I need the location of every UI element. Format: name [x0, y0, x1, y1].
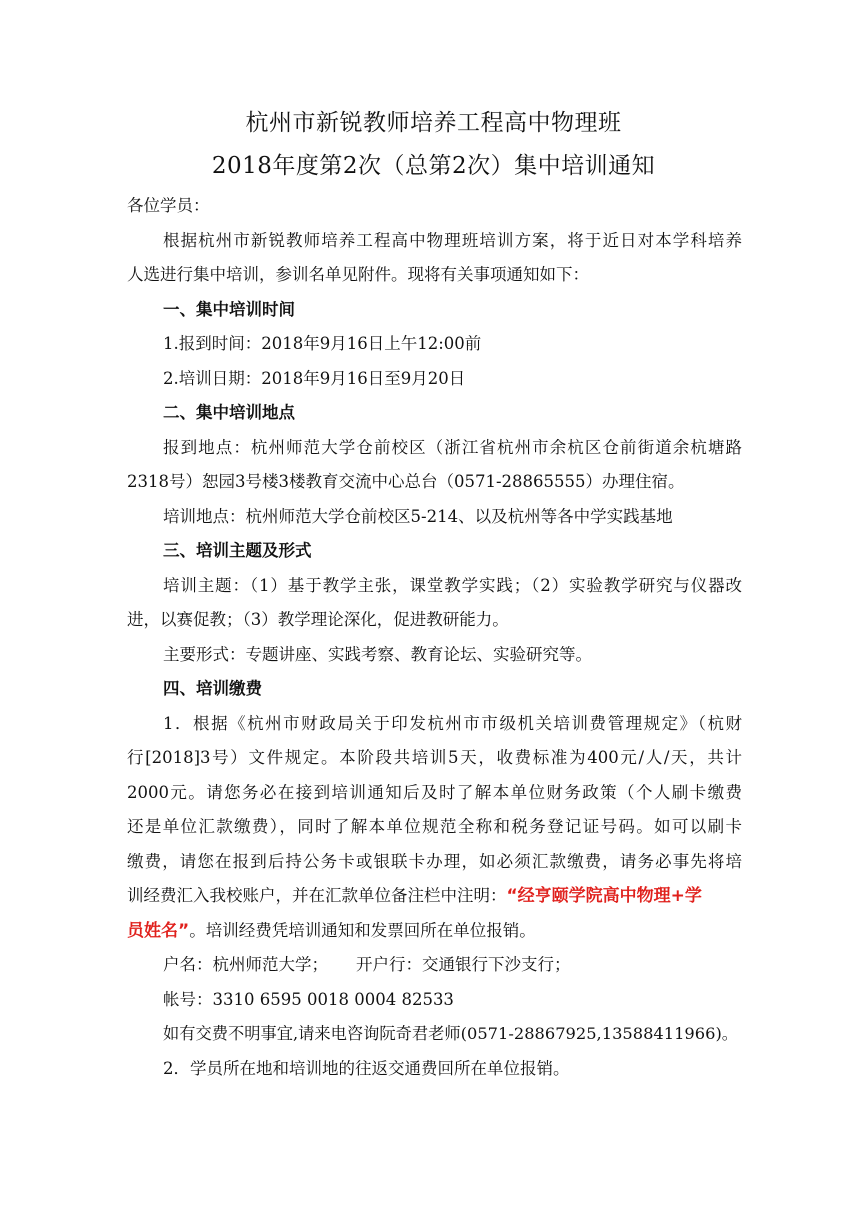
document-subtitle: 2018年度第2次（总第2次）集中培训通知 [211, 153, 656, 179]
training-dates: 2.培训日期：2018年9月16日至9月20日 [163, 368, 466, 388]
fee-line-6-text: 训经费汇入我校账户，并在汇款单位备注栏中注明： [127, 886, 507, 905]
salutation: 各位学员： [127, 196, 210, 215]
bank-name: 开户行：交通银行下沙支行； [356, 955, 571, 974]
theme-line-2: 进，以赛促教；（3）教学理论深化，促进教研能力。 [127, 610, 509, 629]
remark-highlight-part-1: “经亨颐学院高中物理+学 [506, 886, 702, 906]
fee-line-7 [127, 914, 742, 949]
fee-line-3: 2000元。请您务必在接到培训通知后及时了解本单位财务政策（个人刷卡缴费 [127, 782, 742, 802]
report-location-line-1: 报到地点：杭州师范大学仓前校区（浙江省杭州市余杭区仓前街道余杭塘路 [163, 437, 742, 457]
section-heading-theme: 三、培训主题及形式 [163, 541, 312, 560]
travel-expense-note: 2．学员所在地和培训地的往返交通费回所在单位报销。 [163, 1058, 570, 1078]
section-heading-time: 一、集中培训时间 [163, 299, 295, 319]
fee-line-1: 1．根据《杭州市财政局关于印发杭州市市级机关培训费管理规定》（杭财 [163, 713, 742, 733]
report-location-line-2: 2318号）恕园3号楼3楼教育交流中心总台（0571-28865555）办理住宿。 [127, 472, 685, 491]
account-info [127, 948, 742, 983]
theme-line-1: 培训主题：（1）基于教学主张，课堂教学实践；（2）实验教学研究与仪器改 [163, 575, 742, 595]
training-form: 主要形式：专题讲座、实践考察、教育论坛、实验研究等。 [163, 644, 592, 664]
fee-line-6 [127, 879, 742, 914]
document-body [127, 189, 742, 1086]
fee-line-2: 行[2018]3号）文件规定。本阶段共培训5天，收费标准为400元/人/天，共计 [127, 748, 742, 767]
report-time: 1.报到时间：2018年9月16日上午12:00前 [163, 334, 482, 353]
training-location: 培训地点：杭州师范大学仓前校区5-214、以及杭州等各中学实践基地 [163, 506, 673, 526]
intro-line-2: 人选进行集中培训，参训名单见附件。现将有关事项通知如下： [127, 265, 589, 284]
section-heading-location: 二、集中培训地点 [163, 403, 295, 422]
contact-info: 如有交费不明事宜,请来电咨询阮奇君老师(0571-28867925,13588411966)。 [163, 1024, 739, 1043]
fee-line-5: 缴费，请您在报到后持公务卡或银联卡办理，如必须汇款缴费，请务必事先将培 [127, 851, 742, 871]
intro-line-1: 根据杭州市新锐教师培养工程高中物理班培训方案，将于近日对本学科培养 [163, 230, 742, 250]
fee-line-4: 还是单位汇款缴费），同时了解本单位规范全称和税务登记证号码。如可以刷卡 [127, 817, 742, 836]
account-number: 帐号：3310 6595 0018 0004 82533 [163, 989, 454, 1009]
section-heading-fee: 四、培训缴费 [163, 679, 262, 698]
document-title: 杭州市新锐教师培养工程高中物理班 [245, 110, 622, 136]
remark-highlight-part-2: 员姓名” [127, 920, 190, 941]
fee-line-7-text: 。培训经费凭培训通知和发票回所在单位报销。 [189, 920, 536, 940]
account-name: 户名：杭州师范大学； [163, 955, 328, 974]
